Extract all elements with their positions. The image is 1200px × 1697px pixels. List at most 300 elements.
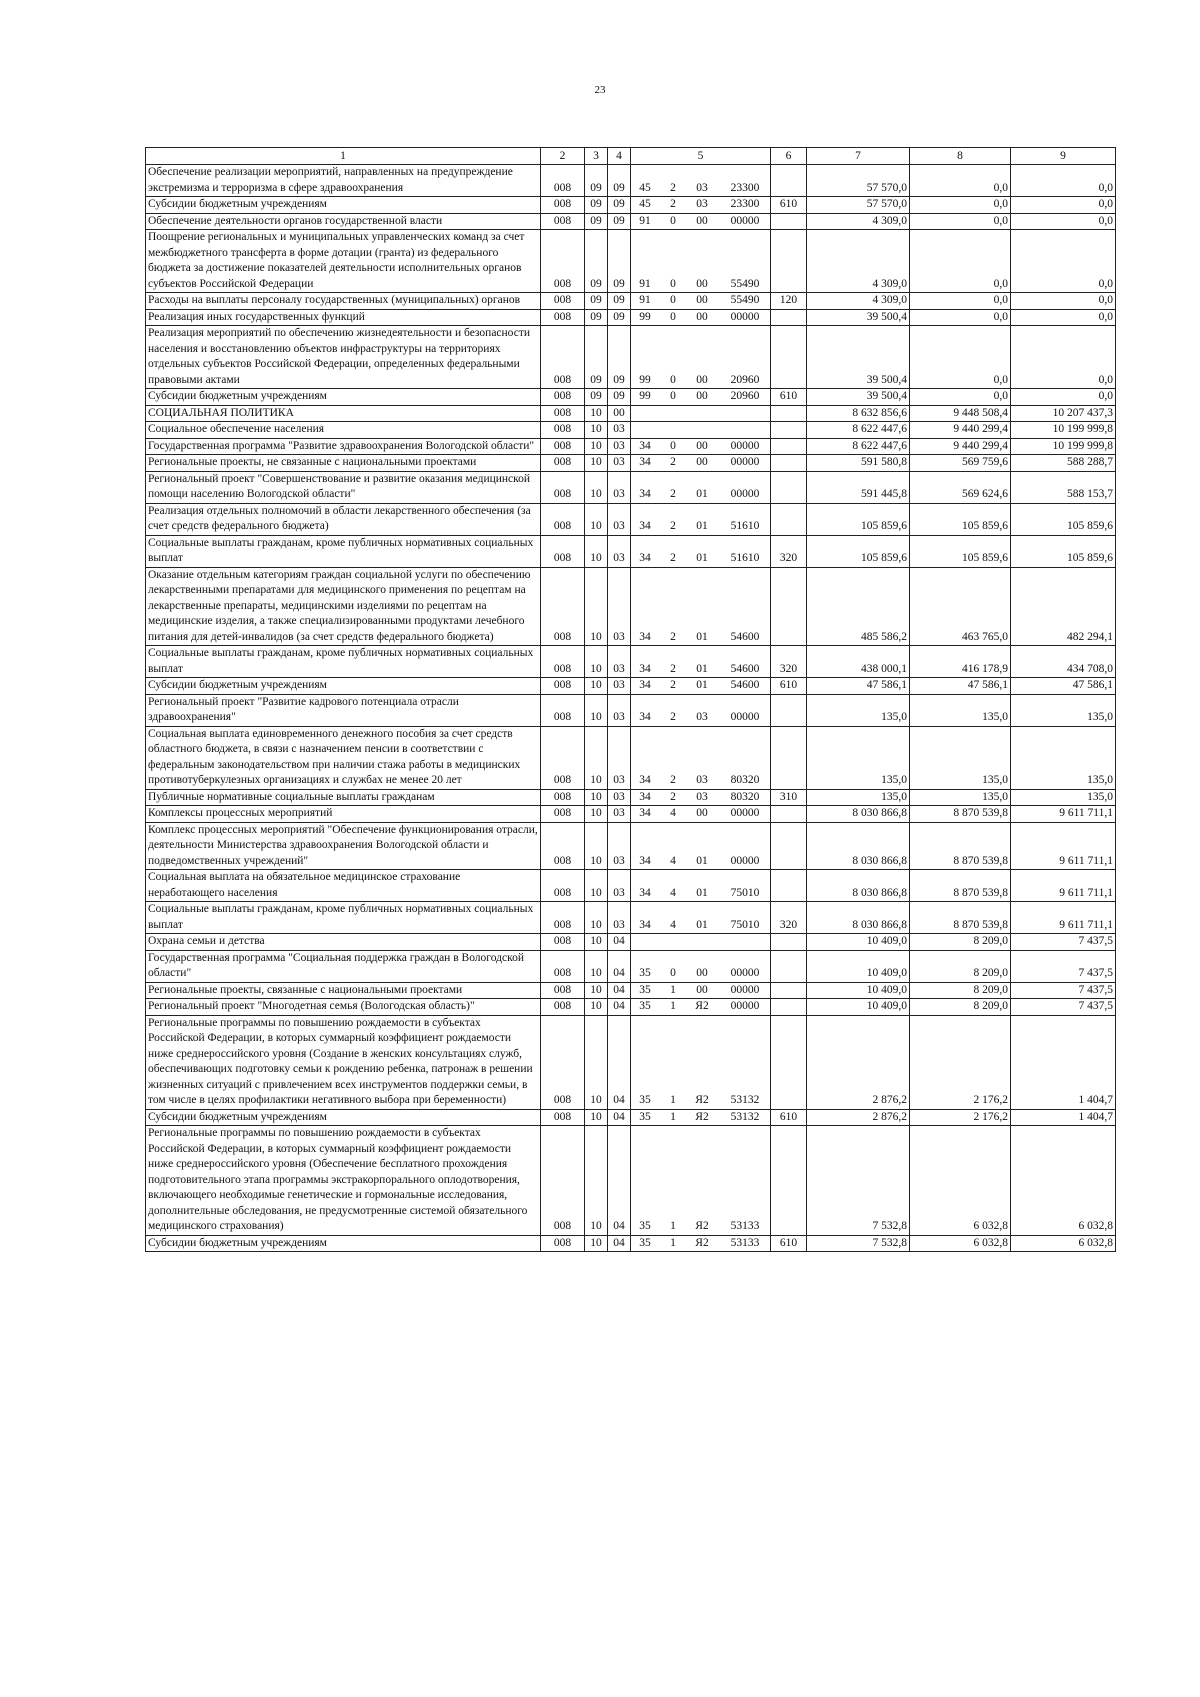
program-code: 35 <box>639 1000 651 1012</box>
project-code: Я2 <box>695 1236 709 1249</box>
ministry-code-cell: 008 <box>541 503 585 535</box>
ministry-code-cell: 008 <box>541 694 585 726</box>
row-name-cell: Субсидии бюджетным учреждениям <box>146 678 541 695</box>
project-code: 00 <box>696 807 708 819</box>
table-row <box>146 326 1116 389</box>
expense-code: 00000 <box>730 967 760 979</box>
amount-year-1-cell: 105 859,6 <box>807 535 910 567</box>
amount-year-2-cell: 0,0 <box>910 230 1011 293</box>
target-article-cell <box>631 455 771 472</box>
row-name-cell: Оказание отдельным категориям граждан социальной услуги по обеспечению лекарственными препаратами для медицинского применения по рецептам на лекарственные препараты, медицинскими изделиями по рецептам на медицинские изделия, а также специализированными продуктами лечебного питания для детей-инвалидов (за счет средств федерального бюджета) <box>146 567 541 646</box>
project-code: 03 <box>696 790 708 803</box>
row-name-cell: Социальная выплата на обязательное медицинское страхование неработающего населения <box>146 870 541 902</box>
program-code: 34 <box>639 488 651 500</box>
amount-year-1-cell: 135,0 <box>807 726 910 789</box>
amount-year-3-cell: 0,0 <box>1011 197 1116 214</box>
expense-code: 55490 <box>730 277 760 290</box>
direction-code: 1 <box>670 1094 676 1106</box>
program-code: 34 <box>639 807 651 819</box>
target-article-cell <box>631 678 771 695</box>
expense-type-cell <box>771 405 807 422</box>
expense-type-cell <box>771 213 807 230</box>
direction-code: 2 <box>670 198 676 210</box>
row-name-cell: Субсидии бюджетным учреждениям <box>146 1109 541 1126</box>
ministry-code-cell: 008 <box>541 1015 585 1109</box>
project-code: 03 <box>696 774 708 786</box>
ministry-code-cell: 008 <box>541 230 585 293</box>
expense-type-cell <box>771 999 807 1016</box>
subsection-code-cell: 03 <box>608 422 631 439</box>
subsection-code-cell: 03 <box>608 438 631 455</box>
direction-code: 1 <box>670 1236 676 1249</box>
ministry-code-cell: 008 <box>541 902 585 934</box>
row-name-cell: Государственная программа "Развитие здравоохранения Вологодской области" <box>146 438 541 455</box>
direction-code: 0 <box>670 967 676 979</box>
program-code: 91 <box>639 277 651 290</box>
header-col-7: 7 <box>807 148 910 165</box>
table-row <box>146 934 1116 951</box>
header-col-9: 9 <box>1011 148 1116 165</box>
row-name-cell: Социальные выплаты гражданам, кроме публичных нормативных социальных выплат <box>146 646 541 678</box>
program-code: 34 <box>639 679 651 691</box>
expense-code: 53133 <box>730 1236 760 1249</box>
ministry-code-cell: 008 <box>541 646 585 678</box>
amount-year-2-cell: 135,0 <box>910 726 1011 789</box>
program-code: 34 <box>639 456 651 468</box>
target-article-cell <box>631 789 771 806</box>
subsection-code-cell: 04 <box>608 1015 631 1109</box>
row-name-cell: Субсидии бюджетным учреждениям <box>146 1235 541 1252</box>
section-code-cell: 10 <box>585 1126 608 1236</box>
expense-code: 51610 <box>730 520 760 532</box>
project-code: 01 <box>696 552 708 564</box>
amount-year-1-cell: 8 030 866,8 <box>807 822 910 870</box>
expense-type-cell <box>771 503 807 535</box>
ministry-code-cell: 008 <box>541 471 585 503</box>
section-code-cell: 10 <box>585 1235 608 1252</box>
direction-code: 2 <box>670 181 676 194</box>
amount-year-2-cell: 0,0 <box>910 165 1011 197</box>
table-row <box>146 822 1116 870</box>
direction-code: 1 <box>670 1110 676 1123</box>
amount-year-1-cell: 8 622 447,6 <box>807 438 910 455</box>
amount-year-3-cell: 434 708,0 <box>1011 646 1116 678</box>
amount-year-2-cell: 0,0 <box>910 389 1011 406</box>
subsection-code-cell: 03 <box>608 870 631 902</box>
expense-code: 00000 <box>730 310 760 323</box>
section-code-cell: 10 <box>585 694 608 726</box>
section-code-cell: 09 <box>585 326 608 389</box>
amount-year-1-cell: 105 859,6 <box>807 503 910 535</box>
program-code: 99 <box>639 310 651 323</box>
row-name-cell: Охрана семьи и детства <box>146 934 541 951</box>
ministry-code-cell: 008 <box>541 455 585 472</box>
amount-year-1-cell: 4 309,0 <box>807 293 910 310</box>
ministry-code-cell: 008 <box>541 726 585 789</box>
expense-code: 53132 <box>730 1094 760 1106</box>
table-row <box>146 197 1116 214</box>
target-article-cell <box>631 1126 771 1236</box>
table-row <box>146 567 1116 646</box>
direction-code: 1 <box>670 1000 676 1012</box>
amount-year-1-cell: 10 409,0 <box>807 950 910 982</box>
program-code: 34 <box>639 520 651 532</box>
section-code-cell: 10 <box>585 503 608 535</box>
target-article-cell <box>631 1109 771 1126</box>
header-col-2: 2 <box>541 148 585 165</box>
amount-year-3-cell: 7 437,5 <box>1011 934 1116 951</box>
direction-code: 0 <box>670 277 676 290</box>
expense-code: 00000 <box>730 488 760 500</box>
expense-type-cell <box>771 694 807 726</box>
direction-code: 0 <box>670 214 676 227</box>
amount-year-3-cell: 0,0 <box>1011 293 1116 310</box>
target-article-cell <box>631 806 771 823</box>
project-code: 01 <box>696 662 708 675</box>
section-code-cell: 10 <box>585 471 608 503</box>
ministry-code-cell: 008 <box>541 1126 585 1236</box>
target-article-cell <box>631 165 771 197</box>
expense-type-cell <box>771 230 807 293</box>
expense-code: 20960 <box>730 373 760 386</box>
ministry-code-cell: 008 <box>541 309 585 326</box>
amount-year-1-cell: 10 409,0 <box>807 934 910 951</box>
amount-year-1-cell: 57 570,0 <box>807 197 910 214</box>
row-name-cell: Субсидии бюджетным учреждениям <box>146 197 541 214</box>
expense-type-cell <box>771 982 807 999</box>
program-code: 91 <box>639 214 651 227</box>
header-col-8: 8 <box>910 148 1011 165</box>
section-code-cell: 09 <box>585 213 608 230</box>
expense-type-cell <box>771 950 807 982</box>
expense-code: 00000 <box>730 439 760 452</box>
ministry-code-cell: 008 <box>541 982 585 999</box>
amount-year-1-cell: 135,0 <box>807 789 910 806</box>
program-code: 35 <box>639 967 651 979</box>
section-code-cell: 10 <box>585 806 608 823</box>
row-name-cell: Расходы на выплаты персоналу государственных (муниципальных) органов <box>146 293 541 310</box>
direction-code: 0 <box>670 373 676 386</box>
amount-year-2-cell: 0,0 <box>910 197 1011 214</box>
project-code: 00 <box>696 967 708 979</box>
row-name-cell: Реализация мероприятий по обеспечению жизнедеятельности и безопасности населения и восстановлению объектов инфраструктуры на территориях отдельных субъектов Российской Федерации, определенных федеральными правовыми актами <box>146 326 541 389</box>
amount-year-3-cell: 10 199 999,8 <box>1011 422 1116 439</box>
expense-type-cell: 310 <box>771 789 807 806</box>
row-name-cell: Комплекс процессных мероприятий "Обеспечение функционирования отрасли, деятельности Министерства здравоохранения Вологодской области и подведомственных учреждений" <box>146 822 541 870</box>
ministry-code-cell: 008 <box>541 293 585 310</box>
table-row <box>146 165 1116 197</box>
amount-year-1-cell: 7 532,8 <box>807 1126 910 1236</box>
row-name-cell: Реализация отдельных полномочий в области лекарственного обеспечения (за счет средств федерального бюджета) <box>146 503 541 535</box>
amount-year-2-cell: 6 032,8 <box>910 1126 1011 1236</box>
expense-code: 80320 <box>730 790 760 803</box>
expense-code: 23300 <box>730 198 760 210</box>
amount-year-2-cell: 105 859,6 <box>910 535 1011 567</box>
subsection-code-cell: 09 <box>608 165 631 197</box>
target-article-cell <box>631 197 771 214</box>
row-name-cell: Региональные программы по повышению рождаемости в субъектах Российской Федерации, в которых суммарный коэффициент рождаемости ниже среднероссийского уровня (Обеспечение бесплатного прохождения подготовительного этапа программы экстракорпорального оплодотворения, включающего необходимые генетические и гормональные исследования, дополнительные обследования, не предусмотренные системой обязательного медицинского страхования) <box>146 1126 541 1236</box>
amount-year-2-cell: 9 448 508,4 <box>910 405 1011 422</box>
ministry-code-cell: 008 <box>541 422 585 439</box>
subsection-code-cell: 09 <box>608 389 631 406</box>
subsection-code-cell: 00 <box>608 405 631 422</box>
section-code-cell: 09 <box>585 309 608 326</box>
amount-year-1-cell: 591 445,8 <box>807 471 910 503</box>
direction-code: 2 <box>670 662 676 675</box>
expense-type-cell: 320 <box>771 535 807 567</box>
table-row <box>146 309 1116 326</box>
project-code: 00 <box>696 390 708 402</box>
direction-code: 2 <box>670 552 676 564</box>
expense-code: 00000 <box>730 214 760 227</box>
project-code: 00 <box>696 310 708 323</box>
amount-year-3-cell: 0,0 <box>1011 309 1116 326</box>
target-article-cell <box>631 870 771 902</box>
table-row <box>146 982 1116 999</box>
amount-year-2-cell: 8 209,0 <box>910 999 1011 1016</box>
amount-year-3-cell: 482 294,1 <box>1011 567 1116 646</box>
amount-year-1-cell: 39 500,4 <box>807 309 910 326</box>
program-code: 34 <box>639 439 651 452</box>
subsection-code-cell: 03 <box>608 678 631 695</box>
header-col-6: 6 <box>771 148 807 165</box>
program-code: 34 <box>639 918 651 931</box>
expense-code: 00000 <box>730 711 760 723</box>
expense-code: 53132 <box>730 1110 760 1123</box>
amount-year-2-cell: 8 209,0 <box>910 982 1011 999</box>
row-name-cell: Региональные проекты, не связанные с национальными проектами <box>146 455 541 472</box>
subsection-code-cell: 04 <box>608 1109 631 1126</box>
table-row <box>146 870 1116 902</box>
amount-year-2-cell: 9 440 299,4 <box>910 438 1011 455</box>
row-name-cell: Поощрение региональных и муниципальных управленческих команд за счет межбюджетного трансферта в форме дотации (гранта) из федерального бюджета за достижение показателей деятельности исполнительных органов субъектов Российской Федерации <box>146 230 541 293</box>
direction-code: 0 <box>670 310 676 323</box>
amount-year-2-cell: 2 176,2 <box>910 1109 1011 1126</box>
section-code-cell: 10 <box>585 535 608 567</box>
project-code: 01 <box>696 630 708 643</box>
amount-year-3-cell: 105 859,6 <box>1011 503 1116 535</box>
row-name-cell: Социальное обеспечение населения <box>146 422 541 439</box>
amount-year-3-cell: 7 437,5 <box>1011 950 1116 982</box>
target-article-cell <box>631 934 771 951</box>
program-code: 34 <box>639 630 651 643</box>
amount-year-3-cell: 105 859,6 <box>1011 535 1116 567</box>
project-code: Я2 <box>695 1000 709 1012</box>
amount-year-2-cell: 2 176,2 <box>910 1015 1011 1109</box>
section-code-cell: 09 <box>585 165 608 197</box>
direction-code: 2 <box>670 520 676 532</box>
direction-code: 0 <box>670 439 676 452</box>
project-code: 01 <box>696 854 708 867</box>
table-row <box>146 1235 1116 1252</box>
section-code-cell: 10 <box>585 999 608 1016</box>
section-code-cell: 10 <box>585 405 608 422</box>
section-code-cell: 10 <box>585 934 608 951</box>
expense-type-cell: 610 <box>771 678 807 695</box>
section-code-cell: 10 <box>585 982 608 999</box>
program-code: 34 <box>639 790 651 803</box>
expense-code: 80320 <box>730 774 760 786</box>
project-code: 01 <box>696 488 708 500</box>
target-article-cell <box>631 982 771 999</box>
subsection-code-cell: 09 <box>608 326 631 389</box>
subsection-code-cell: 03 <box>608 789 631 806</box>
section-code-cell: 10 <box>585 822 608 870</box>
program-code: 34 <box>639 552 651 564</box>
ministry-code-cell: 008 <box>541 405 585 422</box>
amount-year-2-cell: 9 440 299,4 <box>910 422 1011 439</box>
row-name-cell: Региональные программы по повышению рождаемости в субъектах Российской Федерации, в которых суммарный коэффициент рождаемости ниже среднероссийского уровня (Создание в женских консультациях служб, обеспечивающих подготовку семьи к рождению ребенка, патронаж в решении жизненных ситуаций с привлечением всех инструментов поддержки семьи, в том числе в целях профилактики негативного выбора при беременности) <box>146 1015 541 1109</box>
section-code-cell: 10 <box>585 438 608 455</box>
amount-year-2-cell: 0,0 <box>910 309 1011 326</box>
target-article-cell <box>631 503 771 535</box>
amount-year-2-cell: 463 765,0 <box>910 567 1011 646</box>
amount-year-3-cell: 0,0 <box>1011 165 1116 197</box>
expense-code: 51610 <box>730 552 760 564</box>
expense-code: 55490 <box>730 294 760 306</box>
amount-year-3-cell: 7 437,5 <box>1011 982 1116 999</box>
project-code: Я2 <box>695 1110 709 1123</box>
ministry-code-cell: 008 <box>541 165 585 197</box>
table-row <box>146 503 1116 535</box>
direction-code: 2 <box>670 774 676 786</box>
header-col-5: 5 <box>631 148 771 165</box>
amount-year-3-cell: 0,0 <box>1011 213 1116 230</box>
page-number: 23 <box>594 84 606 96</box>
section-code-cell: 10 <box>585 789 608 806</box>
budget-table <box>145 147 1116 1252</box>
amount-year-1-cell: 10 409,0 <box>807 982 910 999</box>
table-row <box>146 213 1116 230</box>
row-name-cell: Социальная выплата единовременного денежного пособия за счет средств областного бюджета, в связи с назначением пенсии в соответствии с федеральным законодательством при наличии стажа работы в медицинских противотуберкулезных организациях и службах не менее 20 лет <box>146 726 541 789</box>
amount-year-3-cell: 10 199 999,8 <box>1011 438 1116 455</box>
target-article-cell <box>631 567 771 646</box>
program-code: 35 <box>639 983 651 996</box>
amount-year-1-cell: 2 876,2 <box>807 1109 910 1126</box>
amount-year-2-cell: 8 870 539,8 <box>910 870 1011 902</box>
amount-year-2-cell: 569 624,6 <box>910 471 1011 503</box>
direction-code: 0 <box>670 294 676 306</box>
section-code-cell: 09 <box>585 197 608 214</box>
expense-type-cell: 610 <box>771 1235 807 1252</box>
section-code-cell: 10 <box>585 1015 608 1109</box>
target-article-cell <box>631 902 771 934</box>
amount-year-1-cell: 485 586,2 <box>807 567 910 646</box>
project-code: 01 <box>696 679 708 691</box>
row-name-cell: Государственная программа "Социальная поддержка граждан в Вологодской области" <box>146 950 541 982</box>
expense-type-cell <box>771 309 807 326</box>
direction-code: 1 <box>670 1220 676 1232</box>
amount-year-1-cell: 135,0 <box>807 694 910 726</box>
row-name-cell: Региональный проект "Совершенствование и развитие оказания медицинской помощи населению Вологодской области" <box>146 471 541 503</box>
section-code-cell: 09 <box>585 230 608 293</box>
table-row <box>146 438 1116 455</box>
expense-type-cell <box>771 822 807 870</box>
amount-year-1-cell: 10 409,0 <box>807 999 910 1016</box>
amount-year-3-cell: 6 032,8 <box>1011 1126 1116 1236</box>
table-row <box>146 535 1116 567</box>
row-name-cell: Публичные нормативные социальные выплаты гражданам <box>146 789 541 806</box>
subsection-code-cell: 03 <box>608 471 631 503</box>
expense-code: 20960 <box>730 390 760 402</box>
ministry-code-cell: 008 <box>541 789 585 806</box>
table-row <box>146 389 1116 406</box>
row-name-cell: Региональный проект "Развитие кадрового потенциала отрасли здравоохранения" <box>146 694 541 726</box>
subsection-code-cell: 03 <box>608 567 631 646</box>
table-row <box>146 694 1116 726</box>
row-name-cell: Реализация иных государственных функций <box>146 309 541 326</box>
subsection-code-cell: 09 <box>608 293 631 310</box>
expense-type-cell: 320 <box>771 902 807 934</box>
ministry-code-cell: 008 <box>541 999 585 1016</box>
row-name-cell: Комплексы процессных мероприятий <box>146 806 541 823</box>
expense-type-cell: 120 <box>771 293 807 310</box>
project-code: 01 <box>696 918 708 931</box>
ministry-code-cell: 008 <box>541 438 585 455</box>
amount-year-3-cell: 0,0 <box>1011 389 1116 406</box>
target-article-cell <box>631 535 771 567</box>
program-code: 35 <box>639 1094 651 1106</box>
expense-code: 23300 <box>730 181 760 194</box>
subsection-code-cell: 03 <box>608 726 631 789</box>
project-code: 03 <box>696 181 708 194</box>
table-row <box>146 455 1116 472</box>
ministry-code-cell: 008 <box>541 822 585 870</box>
direction-code: 1 <box>670 983 676 996</box>
ministry-code-cell: 008 <box>541 213 585 230</box>
section-code-cell: 09 <box>585 389 608 406</box>
table-row <box>146 471 1116 503</box>
project-code: 01 <box>696 520 708 532</box>
section-code-cell: 10 <box>585 870 608 902</box>
section-code-cell: 09 <box>585 293 608 310</box>
direction-code: 4 <box>670 807 676 819</box>
subsection-code-cell: 04 <box>608 999 631 1016</box>
table-row <box>146 230 1116 293</box>
expense-code: 75010 <box>730 886 760 899</box>
table-row <box>146 1109 1116 1126</box>
expense-code: 54600 <box>730 662 760 675</box>
amount-year-3-cell: 588 153,7 <box>1011 471 1116 503</box>
amount-year-3-cell: 10 207 437,3 <box>1011 405 1116 422</box>
project-code: 00 <box>696 983 708 996</box>
expense-type-cell <box>771 471 807 503</box>
target-article-cell <box>631 230 771 293</box>
program-code: 91 <box>639 294 651 306</box>
target-article-cell <box>631 646 771 678</box>
subsection-code-cell: 03 <box>608 646 631 678</box>
project-code: Я2 <box>695 1094 709 1106</box>
amount-year-3-cell: 7 437,5 <box>1011 999 1116 1016</box>
subsection-code-cell: 09 <box>608 213 631 230</box>
target-article-cell <box>631 389 771 406</box>
subsection-code-cell: 04 <box>608 950 631 982</box>
section-code-cell: 10 <box>585 567 608 646</box>
expense-type-cell <box>771 726 807 789</box>
expense-type-cell <box>771 934 807 951</box>
expense-code: 53133 <box>730 1220 760 1232</box>
section-code-cell: 10 <box>585 678 608 695</box>
project-code: 01 <box>696 886 708 899</box>
direction-code: 4 <box>670 886 676 899</box>
amount-year-1-cell: 4 309,0 <box>807 230 910 293</box>
program-code: 45 <box>639 181 651 194</box>
expense-code: 75010 <box>730 918 760 931</box>
project-code: 00 <box>696 294 708 306</box>
target-article-cell <box>631 726 771 789</box>
table-row <box>146 293 1116 310</box>
program-code: 34 <box>639 774 651 786</box>
